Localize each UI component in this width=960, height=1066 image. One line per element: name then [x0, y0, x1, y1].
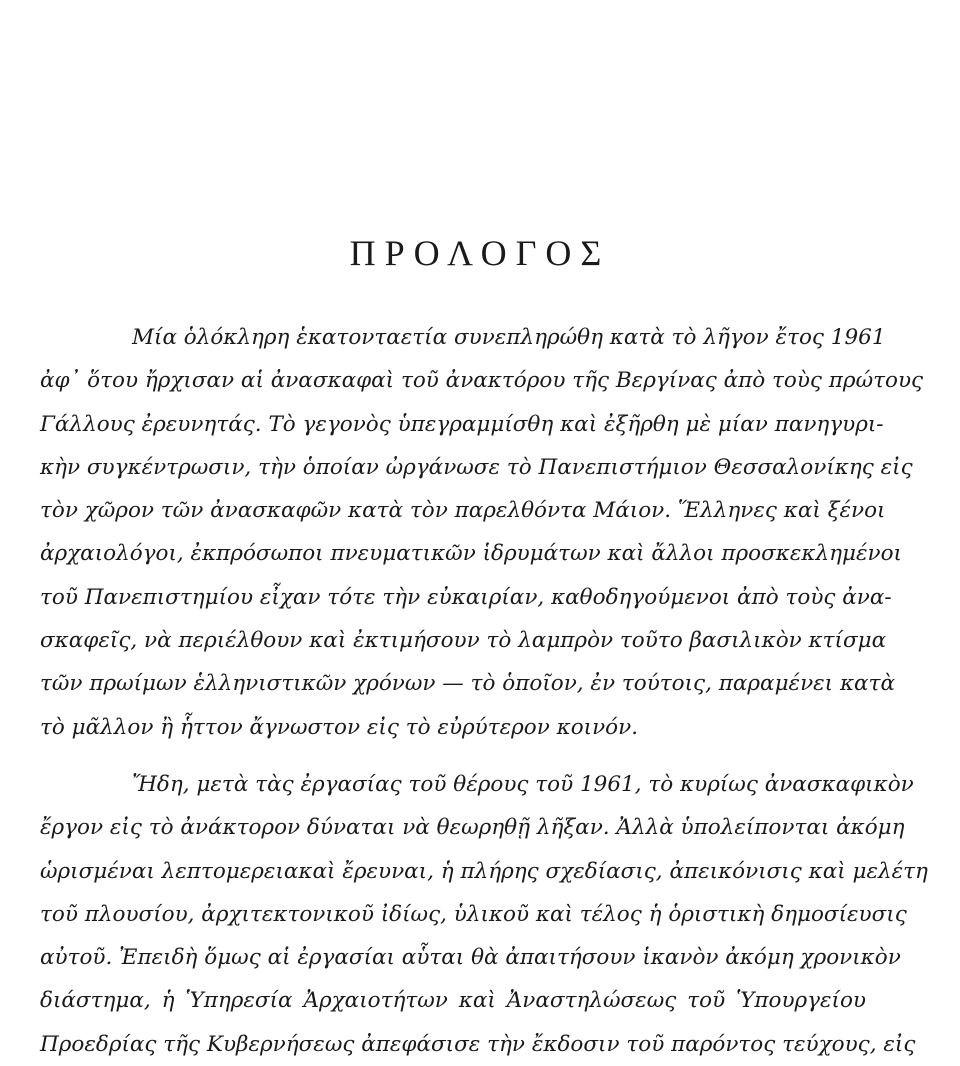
- text-line: τὸ μᾶλλον ἢ ἧττον ἄγνωστον εἰς τὸ εὐρύτερον κοινόν.: [40, 714, 639, 740]
- page-title: ΠΡΟΛΟΓΟΣ: [349, 233, 611, 273]
- paragraph-2: [40, 763, 928, 1066]
- text-line: ἀφ᾽ ὅτου ἤρχισαν αἱ ἀνασκαφαὶ τοῦ ἀνακτόρου τῆς Βεργίνας ἀπὸ τοὺς πρώτους: [40, 368, 924, 394]
- text-line: ἀρχαιολόγοι, ἐκπρόσωποι πνευματικῶν ἱδρυμάτων καὶ ἄλλοι προσκεκλημένοι: [40, 541, 902, 567]
- text-line: σκαφεῖς, νὰ περιέλθουν καὶ ἐκτιμήσουν τὸ λαμπρὸν τοῦτο βασιλικὸν κτίσμα: [40, 628, 887, 654]
- text-line: Προεδρίας τῆς Κυβερνήσεως ἀπεφάσισε τὴν ἔκδοσιν τοῦ παρόντος τεύχους, εἰς: [40, 1031, 916, 1057]
- text-line: τὸν χῶρον τῶν ἀνασκαφῶν κατὰ τὸν παρελθόντα Μάιον. Ἕλληνες καὶ ξένοι: [40, 498, 886, 524]
- text-line: αὐτοῦ. Ἐπειδὴ ὅμως αἱ ἐργασίαι αὗται θὰ ἀπαιτήσουν ἱκανὸν ἀκόμη χρονικὸν: [40, 945, 901, 971]
- text-line: Γάλλους ἐρευνητάς. Τὸ γεγονὸς ὑπεγραμμίσθη καὶ ἐξῆρθη μὲ μίαν πανηγυρι-: [40, 411, 884, 437]
- text-line: τοῦ Πανεπιστημίου εἶχαν τότε τὴν εὐκαιρίαν, καθοδηγούμενοι ἀπὸ τοὺς ἀνα-: [40, 584, 892, 610]
- text-line: διάστημα, ἡ Ὑπηρεσία Ἀρχαιοτήτων καὶ Ἀναστηλώσεως τοῦ Ὑπουργείου: [40, 988, 866, 1014]
- text-line: τῶν πρωίμων ἑλληνιστικῶν χρόνων — τὸ ὁποῖον, ἐν τούτοις, παραμένει κατὰ: [40, 671, 895, 697]
- text-line: κὴν συγκέντρωσιν, τὴν ὁποίαν ὠργάνωσε τὸ Πανεπιστήμιον Θεσσαλονίκης εἰς: [40, 454, 913, 480]
- text-line: Μία ὁλόκληρη ἑκατονταετία συνεπληρώθη κατὰ τὸ λῆγον ἔτος 1961: [132, 325, 886, 350]
- preface-body: [40, 316, 928, 1066]
- text-line: ἔργον εἰς τὸ ἀνάκτορον δύναται νὰ θεωρηθῇ λῆξαν. Ἀλλὰ ὑπολείπονται ἀκόμη: [40, 815, 905, 841]
- text-line: τοῦ πλουσίου, ἀρχιτεκτονικοῦ ἰδίως, ὑλικοῦ καὶ τέλος ἡ ὁριστικὴ δημοσίευσις: [40, 901, 907, 927]
- text-line: ὡρισμέναι λεπτομερειακαὶ ἔρευναι, ἡ πλήρης σχεδίασις, ἀπεικόνισις καὶ μελέτη: [40, 858, 928, 884]
- paragraph-1: [40, 316, 924, 749]
- text-line: Ἤδη, μετὰ τὰς ἐργασίας τοῦ θέρους τοῦ 1961, τὸ κυρίως ἀνασκαφικὸν: [132, 771, 914, 797]
